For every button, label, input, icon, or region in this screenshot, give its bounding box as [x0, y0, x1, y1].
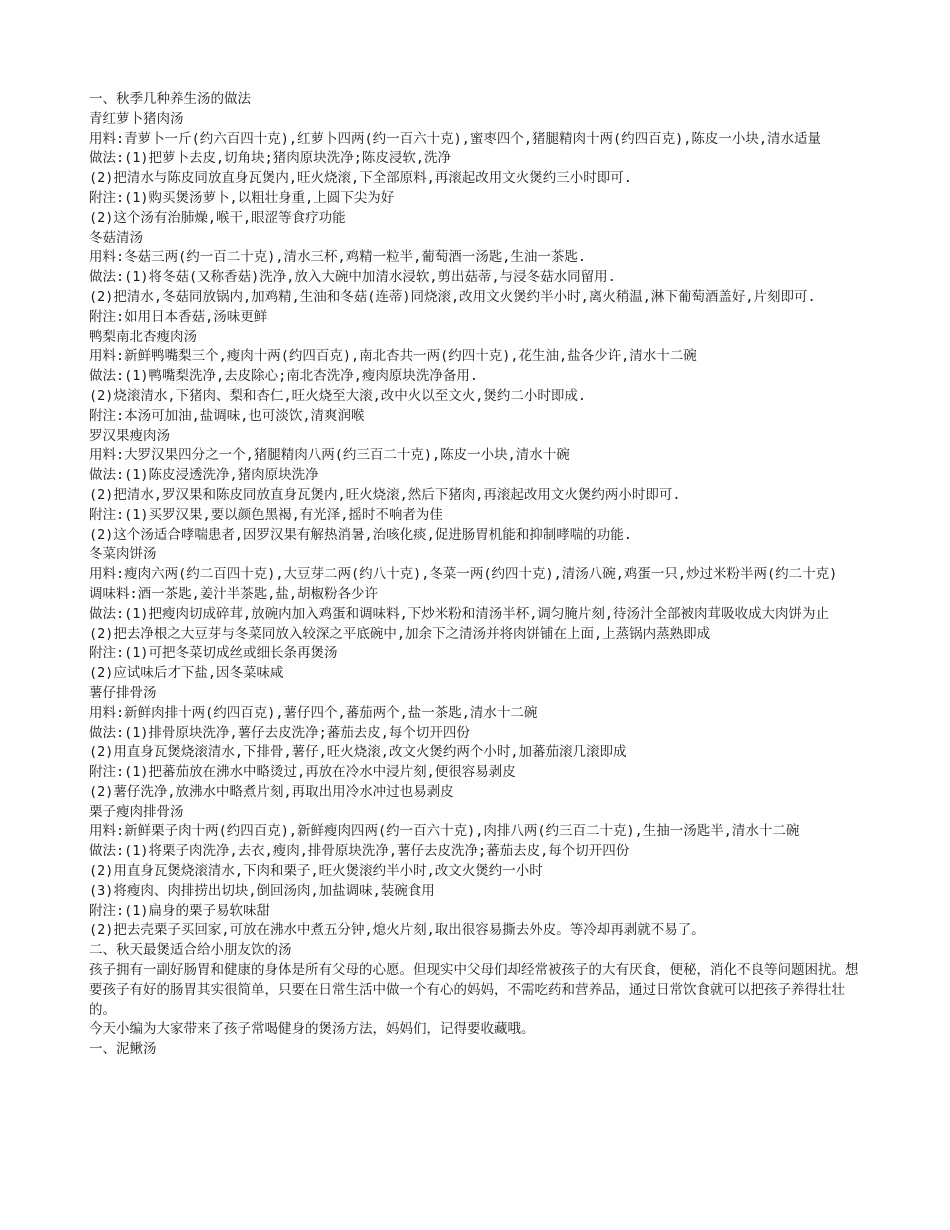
- text-line: (2)薯仔洗净,放沸水中略煮片刻,再取出用冷水冲过也易剥皮: [89, 783, 454, 800]
- text-line: 做法:(1)把瘦肉切成碎茸,放碗内加入鸡蛋和调味料,下炒米粉和清汤半杯,调匀腌片刻,待汤汁全部被肉茸吸收成大肉饼为止: [89, 605, 830, 622]
- text-line: 孩子拥有一副好肠胃和健康的身体是所有父母的心愿。但现实中父母们却经常被孩子的大有厌食，便秘，消化不良等问题困扰。想要孩子有好的肠胃其实很简单，只要在日常生活中做一个有心的妈妈，不需吃药和营养品，通过日常饮食就可以把孩子养得壮壮的。: [89, 962, 859, 1018]
- text-line: 调味料:酒一茶匙,姜汁半茶匙,盐,胡椒粉各少许: [89, 585, 379, 602]
- text-line: 薯仔排骨汤: [89, 684, 157, 701]
- text-line: (2)把去净根之大豆芽与冬菜同放入较深之平底碗中,加余下之清汤并将肉饼铺在上面,上蒸锅内蒸熟即成: [89, 625, 711, 642]
- text-line: (2)把清水与陈皮同放直身瓦煲内,旺火烧滚,下全部原料,再滚起改用文火煲约三小时即可.: [89, 170, 632, 187]
- text-line: (2)用直身瓦煲烧滚清水,下排骨,薯仔,旺火烧滚,改文火煲约两个小时,加蕃茄滚几滚即成: [89, 744, 627, 761]
- text-line: 用料:新鲜栗子肉十两(约四百克),新鲜瘦肉四两(约一百六十克),肉排八两(约三百二十克),生抽一汤匙半,清水十二碗: [89, 823, 800, 840]
- text-line: 今天小编为大家带来了孩子常喝健身的煲汤方法，妈妈们，记得要收藏哦。: [89, 1021, 535, 1038]
- text-line: (2)应试味后才下盐,因冬菜味咸: [89, 665, 284, 682]
- text-line: 做法:(1)将栗子肉洗净,去衣,瘦肉,排骨原块洗净,薯仔去皮洗净;蕃茄去皮,每个切开四份: [89, 843, 630, 860]
- text-line: 做法:(1)把萝卜去皮,切角块;猪肉原块洗净;陈皮浸软,洗净: [89, 150, 452, 167]
- text-line: (2)用直身瓦煲烧滚清水,下肉和栗子,旺火煲滚约半小时,改文火煲约一小时: [89, 863, 543, 880]
- text-line: 附注:(1)扁身的栗子易软味甜: [89, 902, 271, 919]
- text-line: 栗子瘦肉排骨汤: [89, 803, 184, 820]
- text-line: (3)将瘦肉、肉排捞出切块,倒回汤肉,加盐调味,装碗食用: [89, 882, 435, 899]
- text-line: 用料:新鲜鸭嘴梨三个,瘦肉十两(约四百克),南北杏共一两(约四十克),花生油,盐各少许,清水十二碗: [89, 348, 697, 365]
- text-line: 做法:(1)排骨原块洗净,薯仔去皮洗净;蕃茄去皮,每个切开四份: [89, 724, 470, 741]
- text-line: (2)把清水,罗汉果和陈皮同放直身瓦煲内,旺火烧滚,然后下猪肉,再滚起改用文火煲约两小时即可.: [89, 486, 681, 503]
- text-line: 附注:(1)购买煲汤萝卜,以粗壮身重,上圆下尖为好: [89, 189, 395, 206]
- text-line: 附注:(1)把蕃茄放在沸水中略烫过,再放在冷水中浸片刻,便很容易剥皮: [89, 764, 516, 781]
- text-line: 用料:青萝卜一斤(约六百四十克),红萝卜四两(约一百六十克),蜜枣四个,猪腿精肉十两(约四百克),陈皮一小块,清水适量: [89, 130, 822, 147]
- text-line: 做法:(1)陈皮浸透洗净,猪肉原块洗净: [89, 467, 319, 484]
- text-line: 附注:(1)可把冬菜切成丝或细长条再煲汤: [89, 645, 338, 662]
- text-line: 用料:瘦肉六两(约二百四十克),大豆芽二两(约八十克),冬菜一两(约四十克),清汤八碗,鸡蛋一只,炒过米粉半两(约二十克): [89, 566, 838, 583]
- text-line: 罗汉果瘦肉汤: [89, 427, 170, 444]
- text-line: (2)这个汤适合哮喘患者,因罗汉果有解热消暑,治咳化痰,促进肠胃机能和抑制哮喘的功能.: [89, 526, 632, 543]
- text-line: 用料:新鲜肉排十两(约四百克),薯仔四个,蕃茄两个,盐一茶匙,清水十二碗: [89, 704, 538, 721]
- text-line: 冬菜肉饼汤: [89, 546, 157, 563]
- text-line: 二、秋天最煲适合给小朋友饮的汤: [89, 942, 292, 959]
- text-line: 做法:(1)将冬菇(又称香菇)洗净,放入大碗中加清水浸软,剪出菇蒂,与浸冬菇水同留用.: [89, 269, 616, 286]
- text-line: 附注:如用日本香菇,汤味更鲜: [89, 308, 268, 325]
- text-line: (2)把清水,冬菇同放锅内,加鸡精,生油和冬菇(连蒂)同烧滚,改用文火煲约半小时,离火稍温,淋下葡萄酒盖好,片刻即可.: [89, 288, 816, 305]
- text-line: 用料:冬菇三两(约一百二十克),清水三杯,鸡精一粒半,葡萄酒一汤匙,生油一茶匙.: [89, 249, 587, 266]
- text-line: (2)烧滚清水,下猪肉、梨和杏仁,旺火烧至大滚,改中火以至文火,煲约二小时即成.: [89, 387, 587, 404]
- text-line: (2)把去壳栗子买回家,可放在沸水中煮五分钟,熄火片刻,取出很容易撕去外皮。等冷却再剥就不易了。: [89, 922, 705, 939]
- document-body: [89, 90, 864, 1060]
- text-line: 一、泥鳅汤: [89, 1041, 157, 1058]
- text-line: 冬菇清汤: [89, 229, 143, 246]
- text-line: 做法:(1)鸭嘴梨洗净,去皮除心;南北杏洗净,瘦肉原块洗净备用.: [89, 368, 479, 385]
- text-line: 鸭梨南北杏瘦肉汤: [89, 328, 197, 345]
- text-line: 青红萝卜猪肉汤: [89, 110, 184, 127]
- text-line: 附注:本汤可加油,盐调味,也可淡饮,清爽润喉: [89, 407, 365, 424]
- text-line: 用料:大罗汉果四分之一个,猪腿精肉八两(约三百二十克),陈皮一小块,清水十碗: [89, 447, 570, 464]
- text-line: 一、秋季几种养生汤的做法: [89, 91, 251, 107]
- text-line: (2)这个汤有治肺燥,喉干,眼涩等食疗功能: [89, 209, 346, 226]
- text-line: 附注:(1)买罗汉果,要以颜色黑褐,有光泽,摇时不响者为佳: [89, 506, 443, 523]
